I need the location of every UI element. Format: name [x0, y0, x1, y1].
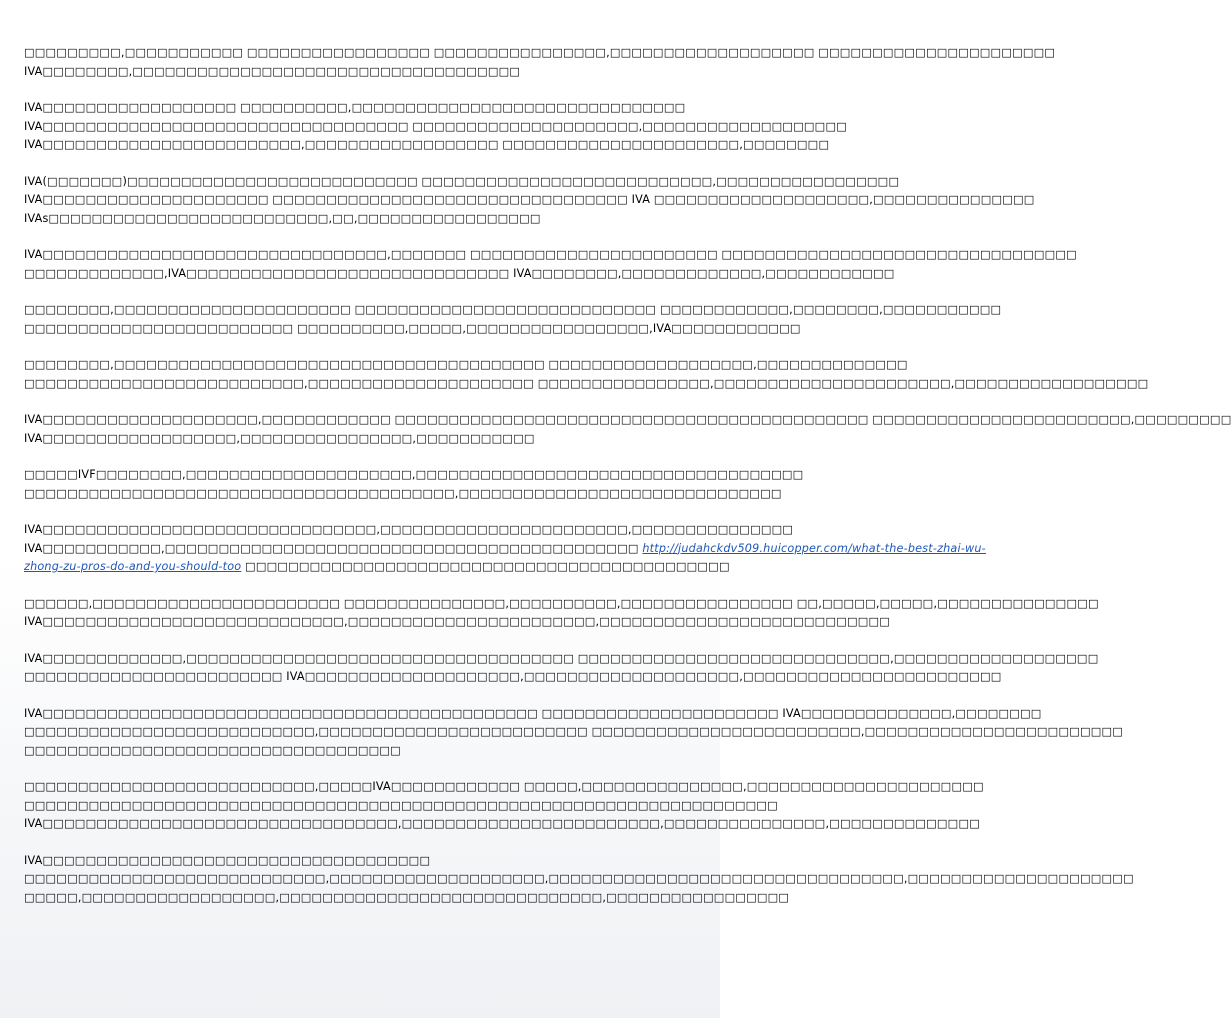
text-line	[24, 301, 1002, 320]
text-line	[24, 356, 908, 375]
paragraph	[24, 356, 1149, 393]
document-body	[24, 44, 1231, 925]
line-text: IVA□□□□□□□□,□□□□□□□□□□□□□□□□□□□□□□□□□□□□□□□□□□□□	[24, 64, 521, 78]
line-text: □□□□□□□□,□□□□□□□□□□□□□□□□□□□□□□□□□□□□□□□□□□□□□□□□ □□□□□□□□□□□□□□□□□□□,□□□□□□□□□□□□□□	[24, 358, 908, 371]
line-text: IVA□□□□□□□□□□□□□□□□□□□□□□□□,□□□□□□□□□□□□□□□□□□ □□□□□□□□□□□□□□□□□□□□□□,□□□□□□□□	[24, 138, 830, 151]
text-line	[24, 595, 1099, 614]
line-text: IVA□□□□□□□□□□□□□□□□□□□□□□□□□□□□□□□□,□□□□□□□ □□□□□□□□□□□□□□□□□□□□□□□ □□□□□□□□□□□□□□□□□□□□□□□□□□□□□□□□□	[24, 248, 1077, 261]
text-line	[24, 742, 696, 761]
line-text: □□□□□□,□□□□□□□□□□□□□□□□□□□□□□□ □□□□□□□□□□□□□□□,□□□□□□□□□□,□□□□□□□□□□□□□□□□ □□,□□□□□,□□□□□,□□□□□□□□□□□□□□□	[24, 596, 1099, 610]
text-line	[24, 521, 794, 540]
line-text: IVA□□□□□□□□□□□,□□□□□□□□□□□□□□□□□□□□□□□□□□□□□□□□□□□□□□□□□□□□	[24, 541, 643, 555]
line-text: □□□□□□□□□□□□□□□□□□□□□□□□□ □□□□□□□□□□,□□□□□,□□□□□□□□□□□□□□□□□,IVA□□□□□□□□□□□□	[24, 321, 801, 335]
line-text: □□□□□□□□□□□□□□□□□□□□□□□□□□□□□□□□□□□□□□□□□□□□□□□□□□□□□□□□□□□□□□□□□□□□□□	[24, 798, 778, 812]
line-text: □□□□□□□□,□□□□□□□□□□□□□□□□□□□□□□ □□□□□□□□□□□□□□□□□□□□□□□□□□□□ □□□□□□□□□□□□,□□□□□□□□,□□□□□□□□□□□	[24, 303, 1002, 316]
line-text: IVA□□□□□□□□□□□□□□□□□□□□□□□□□□□□□□□□□□□□□□□□□□□□□□ □□□□□□□□□□□□□□□□□□□□□□ IVA□□□□□□□□□□□□□□,□□□□□□□□	[24, 706, 1042, 720]
text-line	[24, 815, 980, 834]
text-line	[24, 778, 984, 797]
text-line	[24, 650, 1099, 669]
line-text: IVA□□□□□□□□□□□□□,□□□□□□□□□□□□□□□□□□□□□□□□□□□□□□□□□□□□ □□□□□□□□□□□□□□□□□□□□□□□□□□□□□,□□□□□□□□□□□□□□□□□□□	[24, 651, 1099, 665]
text-line	[24, 613, 891, 632]
paragraph	[24, 301, 1002, 338]
paragraph	[24, 99, 847, 155]
text-line	[24, 191, 1035, 210]
line-text: IVA(□□□□□□□)□□□□□□□□□□□□□□□□□□□□□□□□□□□ □□□□□□□□□□□□□□□□□□□□□□□□□□□,□□□□□□□□□□□□□□□□□	[24, 174, 900, 188]
text-line	[24, 63, 696, 82]
line-text: IVA□□□□□□□□□□□□□□□□□□□□□□□□□□□□□□□□□,□□□□□□□□□□□□□□□□□□□□□□□□,□□□□□□□□□□□□□□□,□□□□□□□□□□□□□□	[24, 817, 980, 830]
line-text: □□□□□□□□□□□□□,IVA□□□□□□□□□□□□□□□□□□□□□□□□□□□□□□ IVA□□□□□□□□,□□□□□□□□□□□□□,□□□□□□□□□□□□	[24, 266, 895, 280]
text-line	[24, 540, 986, 559]
text-line	[24, 265, 895, 284]
line-text: IVA□□□□□□□□□□□□□□□□□□□□□□□□□□□□,□□□□□□□□□□□□□□□□□□□□□□□,□□□□□□□□□□□□□□□□□□□□□□□□□□□	[24, 615, 891, 628]
text-line	[24, 705, 1042, 724]
text-line	[24, 430, 696, 449]
line-text: IVAs□□□□□□□□□□□□□□□□□□□□□□□□□□,□□,□□□□□□□□□□□□□□□□□	[24, 211, 541, 225]
text-line	[24, 852, 696, 871]
text-line	[24, 173, 900, 192]
text-line	[24, 44, 1056, 63]
paragraph	[24, 246, 1077, 283]
paragraph	[24, 852, 1134, 908]
hyperlink[interactable]: http://judahckdv509.huicopper.com/what-the-best-zhai-wu-	[642, 541, 986, 555]
text-line	[24, 118, 847, 137]
paragraph	[24, 521, 986, 577]
text-line	[24, 375, 1149, 394]
line-text: IVA□□□□□□□□□□□□□□□□□□□□□□□□□□□□□□□,□□□□□□□□□□□□□□□□□□□□□□□,□□□□□□□□□□□□□□□	[24, 523, 794, 536]
line-text: □□□□□□□□□□□□□□□□□□□□□□□□ IVA□□□□□□□□□□□□□□□□□□□□,□□□□□□□□□□□□□□□□□□□□,□□□□□□□□□□□□□□□□□□□□□□□□	[24, 670, 1002, 683]
text-line	[24, 246, 1077, 265]
line-text: □□□□□□□□□□□□□□□□□□□□□□□□□□□□□□□□□□□	[24, 743, 401, 757]
text-line	[24, 558, 730, 577]
line-text: IVA□□□□□□□□□□□□□□□□□□□□□□□□□□□□□□□□□□ □□□□□□□□□□□□□□□□□□□□□,□□□□□□□□□□□□□□□□□□□	[24, 119, 847, 133]
paragraph	[24, 705, 1124, 761]
line-text: □□□□□□□□□□□□□□□□□□□□□□□□□□□□,□□□□□□□□□□□□□□□□□□□□,□□□□□□□□□□□□□□□□□□□□□□□□□□□□□□□□□,□□□□□□□□□□□□□□□□□□□□□	[24, 872, 1134, 885]
paragraph	[24, 173, 1035, 229]
text-line	[24, 797, 778, 816]
line-text: □□□□□,□□□□□□□□□□□□□□□□□□,□□□□□□□□□□□□□□□□□□□□□□□□□□□□□□,□□□□□□□□□□□□□□□□□	[24, 890, 790, 904]
line-text: □□□□□□□□□□□□□□□□□□□□□□□□□□,□□□□□□□□□□□□□□□□□□□□□ □□□□□□□□□□□□□□□□,□□□□□□□□□□□□□□□□□□□□□□,□□□□□□□□□□□□□□□□□□	[24, 376, 1149, 390]
line-text: IVA□□□□□□□□□□□□□□□□□□□□,□□□□□□□□□□□□ □□□□□□□□□□□□□□□□□□□□□□□□□□□□□□□□□□□□□□□□□□□□ □□□□□□□□□□□□□□□□□□□□□□□□,□□□□□□□□□	[24, 413, 1231, 426]
line-text: IVA□□□□□□□□□□□□□□□□□□ □□□□□□□□□□,□□□□□□□□□□□□□□□□□□□□□□□□□□□□□□□	[24, 101, 686, 114]
text-line	[24, 723, 1124, 742]
text-line	[24, 99, 696, 118]
line-text: □□□□□□□□□□□□□□□□□□□□□□□□□□□,□□□□□IVA□□□□□□□□□□□□ □□□□□,□□□□□□□□□□□□□□□,□□□□□□□□□□□□□□□□□□□□□□	[24, 780, 984, 793]
text-line	[24, 411, 1231, 430]
line-text: IVA□□□□□□□□□□□□□□□□□□□□□□□□□□□□□□□□□□□□	[24, 853, 431, 867]
paragraph	[24, 595, 1099, 632]
text-line	[24, 136, 830, 155]
hyperlink[interactable]: zhong-zu-pros-do-and-you-should-too	[24, 560, 242, 573]
text-line	[24, 668, 1002, 687]
text-line	[24, 320, 801, 339]
paragraph	[24, 44, 1056, 81]
paragraph	[24, 411, 1231, 448]
paragraph	[24, 650, 1099, 687]
line-text: □□□□□IVF□□□□□□□□,□□□□□□□□□□□□□□□□□□□□□,□□□□□□□□□□□□□□□□□□□□□□□□□□□□□□□□□□□□	[24, 468, 804, 481]
text-line	[24, 889, 790, 908]
line-text: IVA□□□□□□□□□□□□□□□□□□,□□□□□□□□□□□□□□□□,□□□□□□□□□□□	[24, 431, 535, 445]
text-line	[24, 210, 696, 229]
text-line	[24, 485, 782, 504]
paragraph	[24, 778, 984, 834]
line-text: □□□□□□□□□□□□□□□□□□□□□□□□□□□,□□□□□□□□□□□□□□□□□□□□□□□□□ □□□□□□□□□□□□□□□□□□□□□□□□□,□□□□□□□□□□□□□□□□□□□□□□□□	[24, 725, 1124, 738]
line-text: □□□□□□□□□□□□□□□□□□□□□□□□□□□□□□□□□□□□□□□□,□□□□□□□□□□□□□□□□□□□□□□□□□□□□□□	[24, 486, 782, 500]
text-line	[24, 466, 804, 485]
paragraph	[24, 466, 804, 503]
text-line	[24, 870, 1134, 889]
line-text: □□□□□□□□□,□□□□□□□□□□□ □□□□□□□□□□□□□□□□□ □□□□□□□□□□□□□□□□,□□□□□□□□□□□□□□□□□□□ □□□□□□□□□□□□□□□□□□□□□□	[24, 46, 1056, 59]
line-text-after-link: □□□□□□□□□□□□□□□□□□□□□□□□□□□□□□□□□□□□□□□□□□□□□	[241, 560, 730, 573]
line-text: IVA□□□□□□□□□□□□□□□□□□□□□ □□□□□□□□□□□□□□□□□□□□□□□□□□□□□□□□□ IVA □□□□□□□□□□□□□□□□□□□□,□□□□□□□□□□□□□□□	[24, 193, 1035, 206]
